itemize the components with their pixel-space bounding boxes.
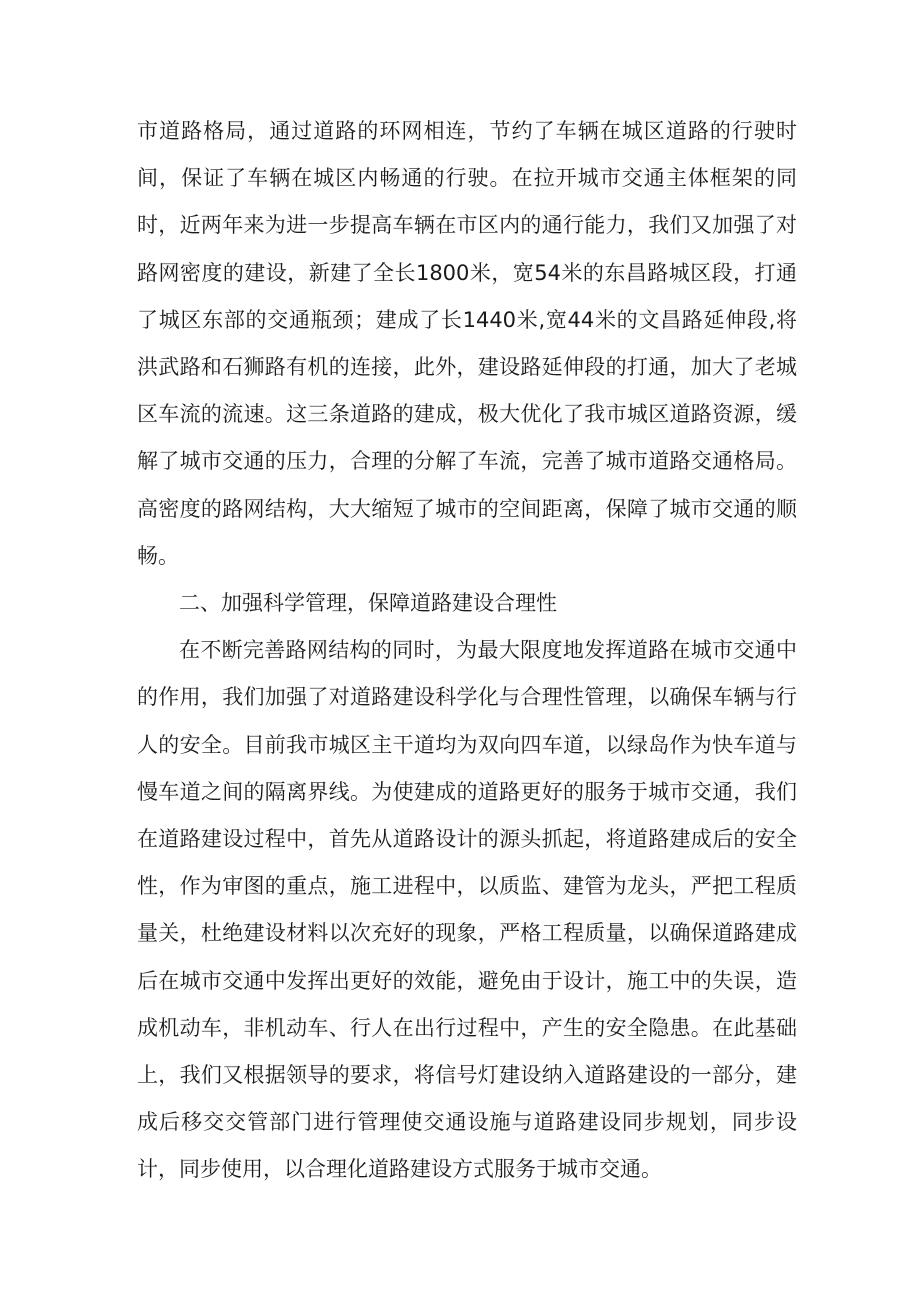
- document-body: [137, 108, 797, 1194]
- section-heading-scientific-management: 二、加强科学管理，保障道路建设合理性: [179, 591, 557, 616]
- paragraph-road-construction-management: 在不断完善路网结构的同时，为最大限度地发挥道路在城市交通中的作用，我们加强了对道路建设科学化与合理性管理，以确保车辆与行人的安全。目前我市城区主干道均为双向四车道，以绿岛作为快车道与慢车道之间的隔离界线。为使建成的道路更好的服务于城市交通，我们在道路建设过程中，首先从道路设计的源头抓起，将道路建成后的安全性，作为审图的重点，施工进程中，以质监、建管为龙头，严把工程质量关，杜绝建设材料以次充好的现象，严格工程质量，以确保道路建成后在城市交通中发挥出更好的效能，避免由于设计，施工中的失误，造成机动车，非机动车、行人在出行过程中，产生的安全隐患。在此基础上，我们又根据领导的要求，将信号灯建设纳入道路建设的一部分，建成后移交交管部门进行管理使交通设施与道路建设同步规划，同步设计，同步使用，以合理化道路建设方式服务于城市交通。: [137, 638, 797, 1182]
- paragraph-road-network: 市道路格局，通过道路的环网相连，节约了车辆在城区道路的行驶时间，保证了车辆在城区内畅通的行驶。在拉开城市交通主体框架的同时，近两年来为进一步提高车辆在市区内的通行能力，我们又加强了对路网密度的建设，新建了全长1800米，宽54米的东昌路城区段，打通了城区东部的交通瓶颈；建成了长1440米,宽44米的文昌路延伸段,将洪武路和石狮路有机的连接，此外，建设路延伸段的打通，加大了老城区车流的流速。这三条道路的建成，极大优化了我市城区道路资源，缓解了城市交通的压力，合理的分解了车流，完善了城市道路交通格局。高密度的路网结构，大大缩短了城市的空间距离，保障了城市交通的顺畅。: [137, 119, 797, 568]
